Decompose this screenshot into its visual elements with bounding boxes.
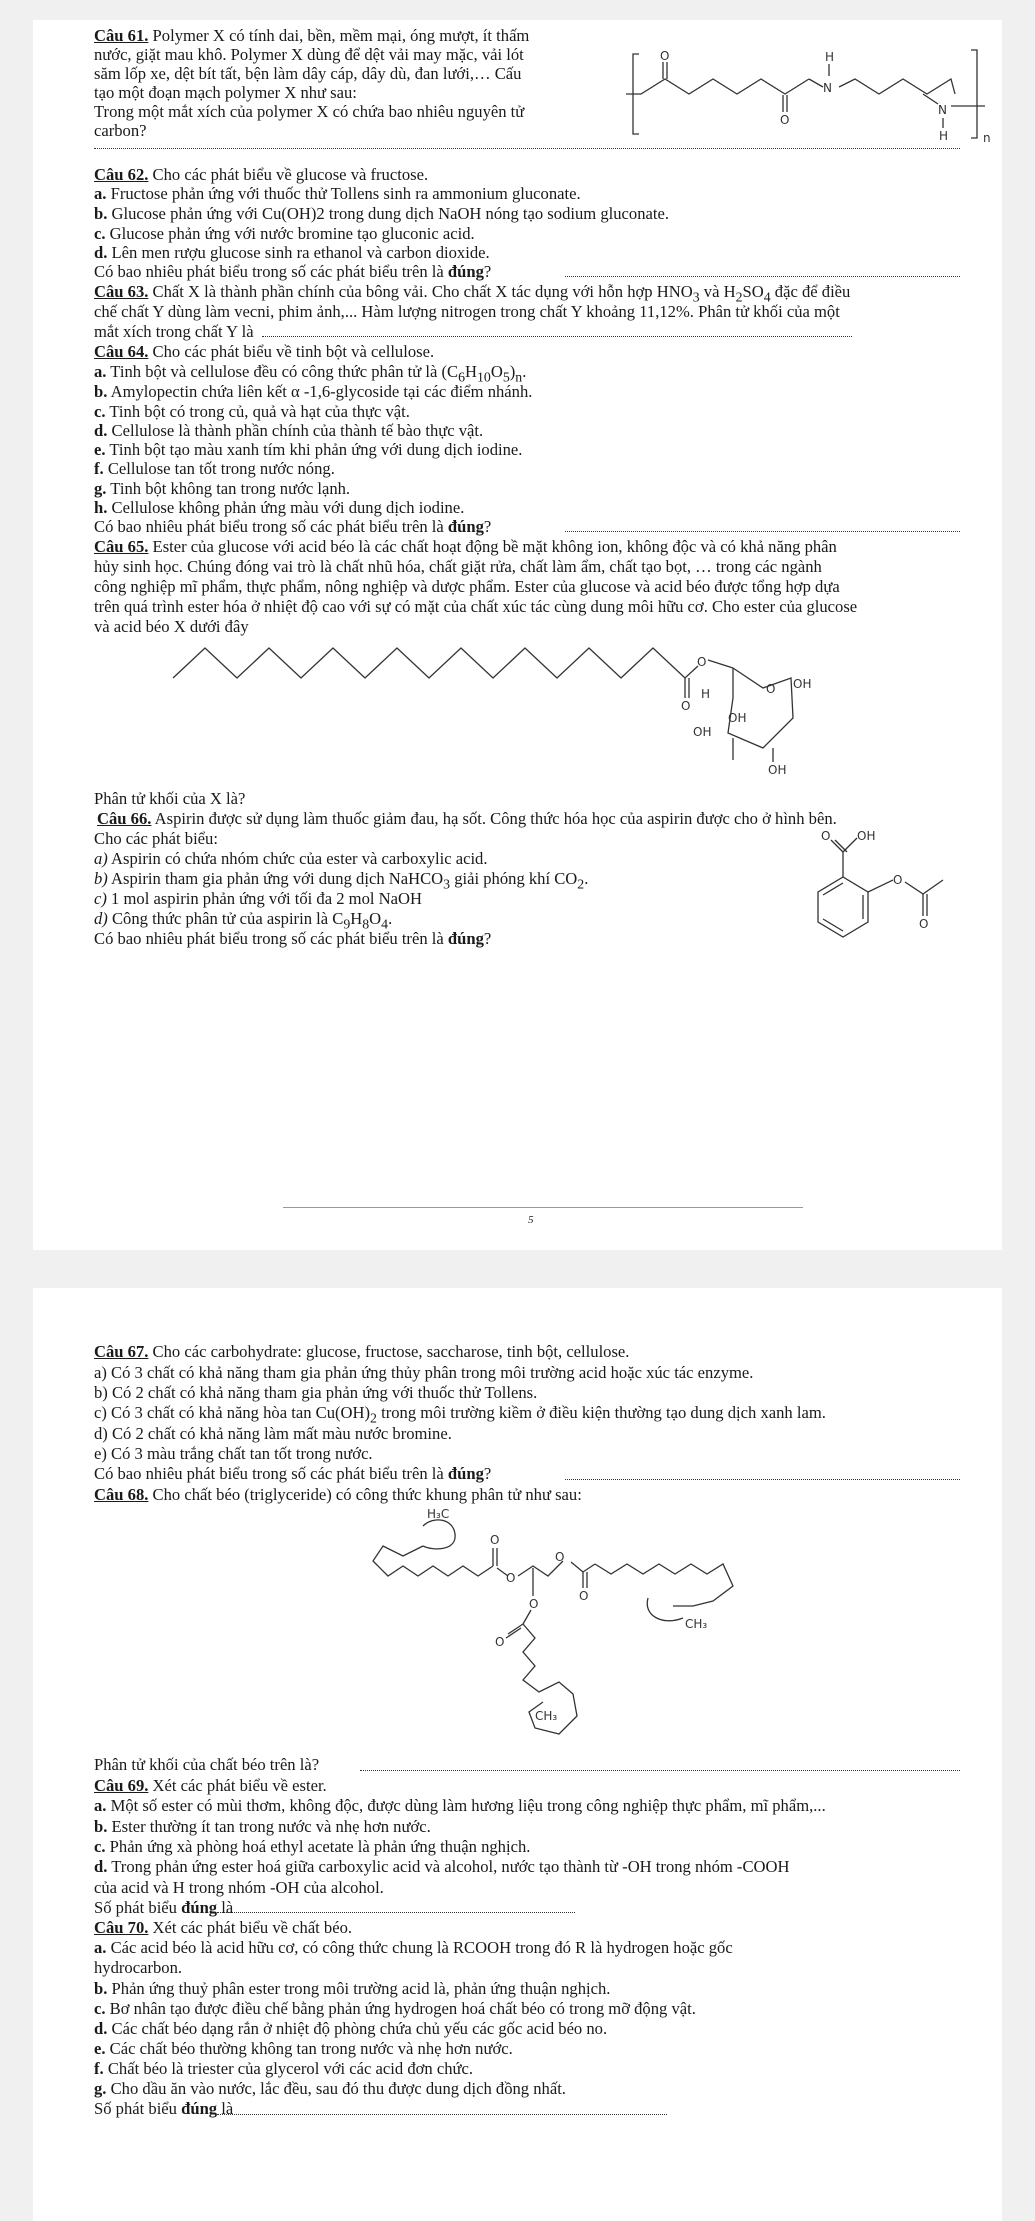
- q68-question: Phân tử khối của chất béo trên là?: [94, 1755, 320, 1774]
- q66-item-a: a) Aspirin có chứa nhóm chức của ester và carboxylic acid.: [94, 849, 488, 868]
- q62-item-a: a. Fructose phản ứng với thuốc thử Tollens sinh ra ammonium gluconate.: [94, 184, 581, 203]
- q68-h3c: H₃C: [427, 1507, 450, 1521]
- q63-line-1: Câu 63. Chất X là thành phần chính của bông vải. Cho chất X tác dụng với hỗn hợp $HNO_3$ và $H_2SO_4$ đặc để điều: [94, 282, 851, 305]
- q64-item-f: f. Cellulose tan tốt trong nước nóng.: [94, 459, 335, 478]
- q65-o-ring: O: [766, 682, 776, 696]
- q61-h1: H: [825, 50, 835, 64]
- q65-h-label: H: [701, 687, 711, 701]
- q61-line-3: săm lốp xe, dệt bít tất, bện làm dây cáp, dây dù, đan lưới,… Cấu: [94, 64, 522, 83]
- q61-line-1: Câu 61. Polymer X có tính dai, bền, mềm mại, óng mượt, ít thấm: [94, 26, 530, 45]
- q70-item-b: b. Phản ứng thuỷ phân ester trong môi trường acid là, phản ứng thuận nghịch.: [94, 1979, 611, 1998]
- q66-o-carbonyl: O: [821, 829, 831, 843]
- q64-item-b: b. Amylopectin chứa liên kết α -1,6-glycoside tại các điểm nhánh.: [94, 382, 533, 401]
- q61-line-6: carbon?: [94, 121, 147, 140]
- q66-oh: OH: [857, 829, 876, 843]
- q65-oh-4: OH: [768, 763, 787, 777]
- q69-item-c: c. Phản ứng xà phòng hoá ethyl acetate là phản ứng thuận nghịch.: [94, 1837, 531, 1856]
- q61-n2: N: [938, 103, 947, 117]
- q65-glucose-ester-structure: [33, 638, 1002, 788]
- q68-ch3-b: CH₃: [535, 1709, 558, 1723]
- q68-o6: O: [495, 1635, 505, 1649]
- q68-o3: O: [555, 1550, 565, 1564]
- q67-item-c: c) Có 3 chất có khả năng hòa $\tan Cu(OH)_2$ trong môi trường kiềm ở điều kiện thường tạo dung dịch xanh lam.: [94, 1403, 826, 1426]
- q69-intro: Câu 69. Xét các phát biểu về ester.: [94, 1776, 327, 1795]
- q66-item-d: d) Công thức phân tử của aspirin là $C_9H_8O_4$.: [94, 909, 393, 932]
- q65-line-1: Câu 65. Ester của glucose với acid béo là các chất hoạt động bề mặt không ion, không độc và có khả năng phân: [94, 537, 837, 556]
- q66-item-c: c) 1 mol aspirin phản ứng với tối đa 2 mol NaOH: [94, 889, 422, 908]
- q64-item-g: g. Tinh bột không tan trong nước lạnh.: [94, 479, 351, 498]
- page-2: [33, 1288, 1002, 2221]
- q65-line-2: hủy sinh học. Chúng đóng vai trò là chất nhũ hóa, chất giặt rửa, chất làm ẩm, chất tạo bọt, … trong các ngành: [94, 557, 822, 576]
- q70-item-a: a. Các acid béo là acid hữu cơ, có công thức chung là RCOOH trong đó R là hydrogen hoặc gốc: [94, 1938, 733, 1957]
- q61-n-subscript: n: [983, 131, 991, 145]
- q70-item-e: e. Các chất béo thường không tan trong nước và nhẹ hơn nước.: [94, 2039, 513, 2058]
- q68-o5: O: [529, 1597, 539, 1611]
- q69-item-b: b. Ester thường ít tan trong nước và nhẹ hơn nước.: [94, 1817, 431, 1836]
- q65-o-carbonyl: O: [681, 699, 691, 713]
- q64-item-d: d. Cellulose là thành phần chính của thành tế bào thực vật.: [94, 421, 484, 440]
- q62-item-d: d. Lên men rượu glucose sinh ra ethanol và carbon dioxide.: [94, 243, 490, 262]
- q67-question: Có bao nhiêu phát biểu trong số các phát biểu trên là đúng?: [94, 1464, 492, 1483]
- q64-question: Có bao nhiêu phát biểu trong số các phát biểu trên là đúng?: [94, 517, 492, 536]
- q68-o4: O: [579, 1589, 589, 1603]
- q66-question: Có bao nhiêu phát biểu trong số các phát biểu trên là đúng?: [94, 929, 492, 948]
- q70-item-f: f. Chất béo là triester của glycerol với các acid đơn chức.: [94, 2059, 474, 2078]
- separator: [94, 148, 960, 149]
- q61-o1: O: [660, 49, 670, 63]
- q65-o-ester: O: [697, 655, 707, 669]
- q67-item-e: e) Có 3 màu trắng chất tan tốt trong nước.: [94, 1444, 373, 1463]
- q66-line-2: Cho các phát biểu:: [94, 829, 218, 848]
- q61-h2: H: [939, 129, 949, 143]
- q65-line-4: trên quá trình ester hóa ở nhiệt độ cao với sự có mặt của chất xúc tác cùng dung môi hữu cơ. Cho ester của glucose: [94, 597, 858, 616]
- q63-line-2: chế chất Y dùng làm vecni, phim ảnh,... Hàm lượng nitrogen trong chất Y khoảng 11,12%. Phân tử khối của một: [94, 302, 840, 321]
- footer-rule: [283, 1207, 803, 1208]
- q65-line-5: và acid béo X dưới đây: [94, 617, 249, 636]
- q68-triglyceride-structure: [363, 1506, 763, 1746]
- q67-item-a: a) Có 3 chất có khả năng tham gia phản ứng thủy phân trong môi trường acid hoặc xúc tác enzyme.: [94, 1363, 754, 1382]
- q61-o2: O: [780, 113, 790, 127]
- q64-item-c: c. Tinh bột có trong củ, quả và hạt của thực vật.: [94, 402, 410, 421]
- q61-polymer-structure: [593, 34, 1003, 144]
- q69-question: Số phát biểu đúng là: [94, 1898, 234, 1917]
- q68-answer-line: [360, 1770, 960, 1771]
- q62-question: Có bao nhiêu phát biểu trong số các phát biểu trên là đúng?: [94, 262, 492, 281]
- q69-item-d-cont: của acid và H trong nhóm -OH của alcohol.: [94, 1878, 384, 1897]
- q70-question: Số phát biểu đúng là: [94, 2099, 234, 2118]
- q68-ch3-a: CH₃: [685, 1617, 708, 1631]
- q66-o-ester: O: [893, 873, 903, 887]
- page-number: 5: [528, 1214, 534, 1226]
- q68-o2: O: [506, 1571, 516, 1585]
- q64-answer-line: [565, 531, 960, 532]
- q70-answer-line: [217, 2114, 667, 2115]
- q65-question: Phân tử khối của X là?: [94, 789, 246, 808]
- q63-line-3: mắt xích trong chất Y là: [94, 322, 254, 341]
- q63-answer-line: [262, 336, 852, 337]
- q70-item-a-cont: hydrocarbon.: [94, 1958, 183, 1977]
- q68-o1: O: [490, 1533, 500, 1547]
- q66-item-b: b) Aspirin tham gia phản ứng với dung dịch NaHCO$_3$ giải phóng khí $CO_2$.: [94, 869, 589, 892]
- q68-intro: Câu 68. Cho chất béo (triglyceride) có công thức khung phân tử như sau:: [94, 1485, 582, 1504]
- page-1: [33, 20, 1002, 1250]
- q61-line-5: Trong một mắt xích của polymer X có chứa bao nhiêu nguyên tử: [94, 102, 525, 121]
- q66-o-acetyl: O: [919, 917, 929, 931]
- q67-item-b: b) Có 2 chất có khả năng tham gia phản ứng với thuốc thử Tollens.: [94, 1383, 538, 1402]
- q70-item-g: g. Cho dầu ăn vào nước, lắc đều, sau đó thu được dung dịch đồng nhất.: [94, 2079, 566, 2098]
- q64-intro: Câu 64. Cho các phát biểu về tinh bột và cellulose.: [94, 342, 435, 361]
- q65-oh-2: OH: [728, 711, 747, 725]
- q62-intro: Câu 62. Cho các phát biểu về glucose và fructose.: [94, 165, 429, 184]
- q65-oh-3: OH: [693, 725, 712, 739]
- q69-answer-line: [217, 1912, 575, 1913]
- q61-n1: N: [823, 81, 832, 95]
- q61-line-4: tạo một đoạn mạch polymer X như sau:: [94, 83, 357, 102]
- q62-item-b: b. Glucose phản ứng với Cu(OH)2 trong dung dịch NaOH nóng tạo sodium gluconate.: [94, 204, 669, 223]
- q70-item-c: c. Bơ nhân tạo được điều chế bằng phản ứng hydrogen hoá chất béo có trong mỡ động vật.: [94, 1999, 696, 2018]
- q70-intro: Câu 70. Xét các phát biểu về chất béo.: [94, 1918, 353, 1937]
- q67-answer-line: [565, 1479, 960, 1480]
- q67-intro: Câu 67. Cho các carbohydrate: glucose, fructose, saccharose, tinh bột, cellulose.: [94, 1342, 630, 1361]
- q65-line-3: công nghiệp mĩ phẩm, thực phẩm, nông nghiệp và dược phẩm. Ester của glucose và acid béo được tổng hợp dựa: [94, 577, 840, 596]
- q67-item-d: d) Có 2 chất có khả năng làm mất màu nước bromine.: [94, 1424, 452, 1443]
- q65-oh-1: OH: [793, 677, 812, 691]
- q64-item-a: a. Tinh bột và cellulose đều có công thức phân tử là $(C_6H_{10}O_5)_n$.: [94, 362, 527, 385]
- q70-item-d: d. Các chất béo dạng rắn ở nhiệt độ phòng chứa chủ yếu các gốc acid béo no.: [94, 2019, 608, 2038]
- q64-item-h: h. Cellulose không phản ứng màu với dung dịch iodine.: [94, 498, 465, 517]
- q62-answer-line: [565, 276, 960, 277]
- q69-item-d: d. Trong phản ứng ester hoá giữa carboxylic acid và alcohol, nước tạo thành từ -OH trong nhóm -COOH: [94, 1857, 790, 1876]
- q64-item-e: e. Tinh bột tạo màu xanh tím khi phản ứng với dung dịch iodine.: [94, 440, 523, 459]
- q69-item-a: a. Một số ester có mùi thơm, không độc, được dùng làm hương liệu trong công nghiệp thực phẩm, mĩ phẩm,...: [94, 1796, 826, 1815]
- q62-item-c: c. Glucose phản ứng với nước bromine tạo gluconic acid.: [94, 224, 475, 243]
- q66-line-1: Câu 66. Aspirin được sử dụng làm thuốc giảm đau, hạ sốt. Công thức hóa học của aspirin được cho ở hình bên.: [97, 809, 837, 828]
- q61-line-2: nước, giặt mau khô. Polymer X dùng để dệt vải may mặc, vải lót: [94, 45, 524, 64]
- q66-aspirin-structure: [793, 829, 993, 962]
